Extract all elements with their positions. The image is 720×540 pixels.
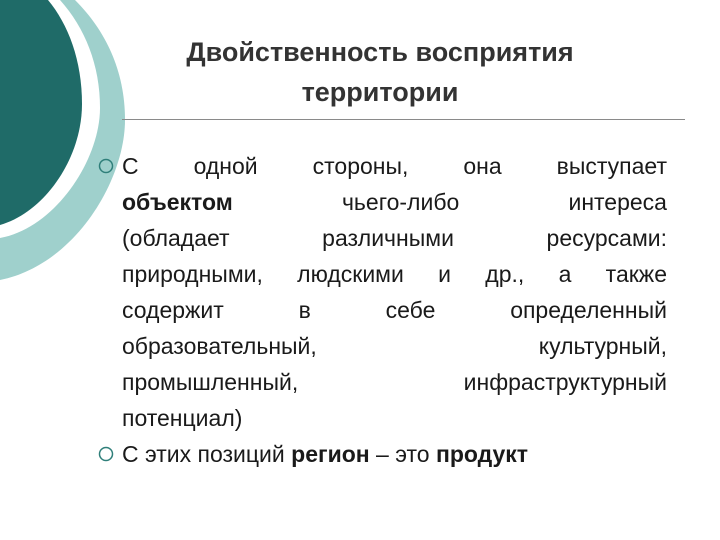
bullet-1-line-1 <box>122 150 667 182</box>
word: интереса <box>568 189 667 215</box>
hollow-circle-bullet-icon <box>97 157 115 175</box>
word: себе <box>385 297 436 323</box>
word: С <box>122 153 139 179</box>
bold-word-object: объектом <box>122 189 233 215</box>
bold-word-region: регион <box>291 441 370 467</box>
bullet-1-line-3 <box>122 222 667 254</box>
word: промышленный, <box>122 369 299 395</box>
word: а <box>558 261 572 287</box>
word: и <box>438 261 451 287</box>
word: также <box>605 261 667 287</box>
word: образовательный, <box>122 333 317 359</box>
word: содержит <box>122 297 224 323</box>
word: природными, <box>122 261 263 287</box>
word: культурный, <box>538 333 667 359</box>
word: в <box>298 297 311 323</box>
bullet-1-line-6 <box>122 330 667 362</box>
title-line-1: Двойственность восприятия <box>186 37 574 67</box>
bullet-1-line-8 <box>122 402 667 434</box>
word: людскими <box>297 261 404 287</box>
word: ресурсами: <box>546 225 667 251</box>
word: (обладает <box>122 225 230 251</box>
bullet-1-line-5 <box>122 294 667 326</box>
word: потенциал) <box>122 405 243 431</box>
title-line-2: территории <box>301 77 459 107</box>
word: чьего-либо <box>341 189 460 215</box>
word: др., <box>485 261 525 287</box>
bullet-1-line-4 <box>122 258 667 290</box>
word: выступает <box>556 153 667 179</box>
word: она <box>463 153 502 179</box>
bullet-1-line-2 <box>122 186 667 218</box>
word: стороны, <box>312 153 409 179</box>
word: определенный <box>510 297 667 323</box>
word: инфраструктурный <box>463 369 667 395</box>
text-segment: С этих позиций <box>122 441 292 467</box>
word: одной <box>193 153 258 179</box>
bold-word-product: продукт <box>435 441 529 467</box>
bullet-2-line-1 <box>122 438 667 470</box>
bullet-1-line-7 <box>122 366 667 398</box>
hollow-circle-bullet-icon <box>97 445 115 463</box>
word: различными <box>322 225 454 251</box>
text-segment: – это <box>369 441 436 467</box>
